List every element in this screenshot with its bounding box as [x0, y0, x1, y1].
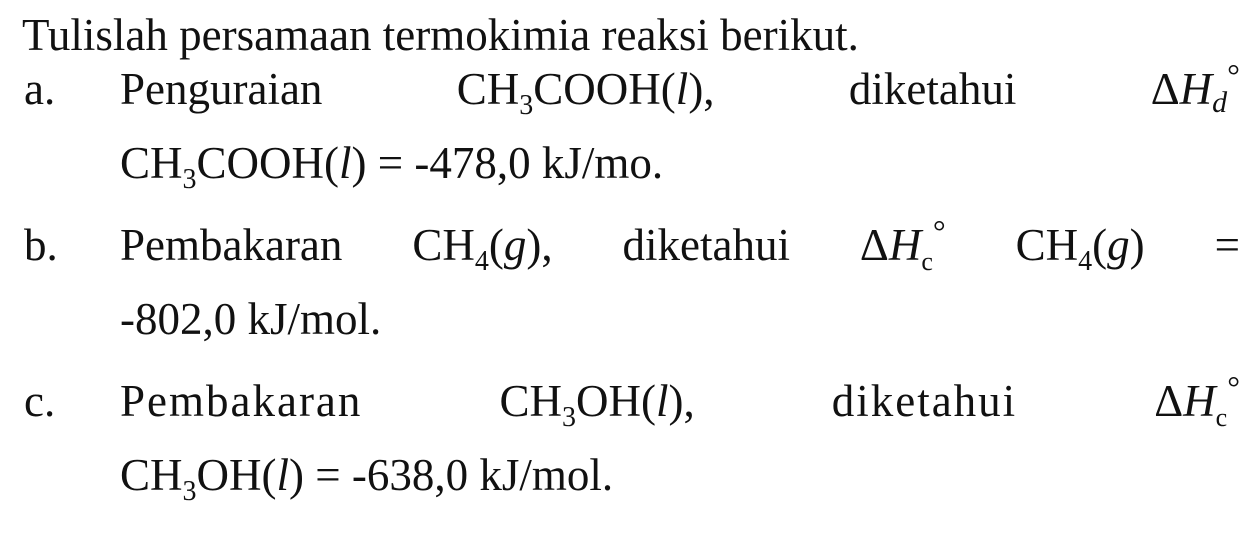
item-b-species: $CH_4(g)$, [412, 220, 553, 277]
item-a-line-1 [120, 57, 1240, 121]
item-a-enthalpy-symbol: ΔHd° [1150, 57, 1240, 119]
item-b-word-1: Pembakaran [120, 220, 343, 270]
item-a-enthalpy-subscript: d [1212, 86, 1228, 119]
item-marker: c. [24, 376, 56, 426]
item-c-species: $CH_3OH(l)$, [499, 376, 695, 433]
item-c-value: = -638,0 kJ/mol. [304, 450, 614, 500]
item-b-degree: ° [932, 213, 946, 249]
item-c-line-2 [120, 448, 1240, 507]
item-b-enthalpy-subscript: c [921, 247, 933, 276]
item-a-line-2 [120, 136, 1240, 195]
item-b-enthalpy-symbol: $\Delta H_c^\circ$ [859, 213, 946, 276]
item-b-line-1 [120, 213, 1240, 277]
item-b-line-2 [120, 292, 1240, 346]
item-a-value: = -478,0 kJ/mo. [366, 138, 664, 188]
item-a-word-1: Penguraian [120, 64, 323, 114]
item-c-degree: ° [1227, 369, 1240, 405]
item-b-word-2: diketahui [622, 220, 790, 270]
item-marker: b. [24, 220, 58, 270]
item-b-species-2: $CH_4(g)$ [1015, 220, 1145, 277]
question-title: Tulislah persamaan termokimia reaksi berikut. [22, 10, 859, 60]
item-c-line-1 [120, 369, 1240, 433]
item-b-value: -802,0 kJ/mol. [120, 294, 382, 344]
item-a-species: $CH_3COOH(l)$, [456, 64, 715, 121]
item-a-degree: ° [1227, 57, 1240, 93]
item-c-enthalpy-subscript: c [1215, 403, 1228, 432]
item-c-word-1: Pembakaran [120, 376, 363, 426]
item-marker: a. [24, 64, 56, 114]
item-a-word-2: diketahui [848, 64, 1017, 114]
item-b-equals: = [1214, 220, 1240, 270]
item-a-species-2: $CH_3COOH(l)$ [120, 138, 367, 195]
item-c-enthalpy-symbol: $\Delta H_c^\circ$ [1154, 369, 1240, 432]
item-c-species-2: $CH_3OH(l)$ [120, 450, 305, 507]
item-c-word-2: diketahui [831, 376, 1018, 426]
